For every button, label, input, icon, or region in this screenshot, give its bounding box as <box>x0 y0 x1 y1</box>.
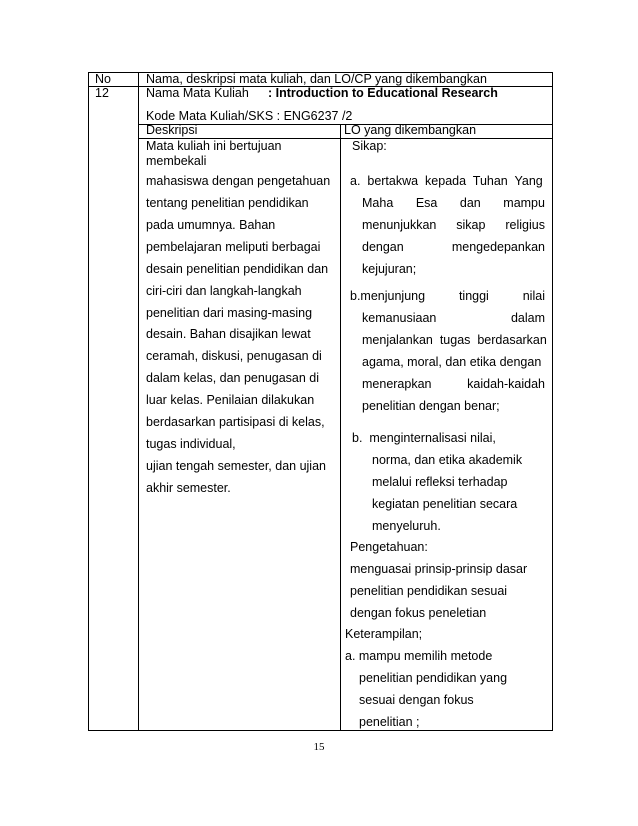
lo-line: penelitian ; <box>359 715 420 729</box>
lo-line: sesuai dengan fokus <box>359 693 474 707</box>
lo-line: agama, moral, dan etika dengan <box>362 355 542 369</box>
lo-word: tinggi <box>458 289 489 303</box>
table-border-bottom <box>88 730 553 731</box>
course-name-value: : Introduction to Educational Research <box>268 86 498 100</box>
lo-line-justified <box>362 240 545 255</box>
lo-line: menjalankan tugas berdasarkan <box>362 333 547 347</box>
sikap-heading: Sikap: <box>352 139 387 153</box>
lo-word: kaidah-kaidah <box>467 377 545 391</box>
lo-word: menunjukkan <box>362 218 437 232</box>
lo-line: norma, dan etika akademik <box>372 453 523 467</box>
deskripsi-line: ciri-ciri dan langkah-langkah <box>146 284 302 298</box>
keterampilan-heading: Keterampilan; <box>345 627 423 641</box>
lo-word: nilai <box>522 289 545 303</box>
deskripsi-line: desain penelitian pendidikan dan <box>146 262 329 276</box>
deskripsi-line: pada umumnya. Bahan <box>146 218 276 232</box>
lo-line: a. bertakwa kepada Tuhan Yang <box>350 174 543 188</box>
table-border-col1 <box>138 72 139 731</box>
deskripsi-line: tentang penelitian pendidikan <box>146 196 309 210</box>
deskripsi-line: pembelajaran meliputi berbagai <box>146 240 321 254</box>
lo-word: mengedepankan <box>451 240 545 254</box>
lo-line: b. menginternalisasi nilai, <box>352 431 496 445</box>
lo-line: penelitian dengan benar; <box>362 399 500 413</box>
lo-word: dengan <box>362 240 404 254</box>
lo-line: penelitian pendidikan yang <box>359 671 508 685</box>
deskripsi-line: luar kelas. Penilaian dilakukan <box>146 393 315 407</box>
lo-line: dengan fokus peneletian <box>350 606 487 620</box>
lo-line: a. mampu memilih metode <box>345 649 493 663</box>
lo-word: b.menjunjung <box>350 289 426 303</box>
lo-word: Maha <box>362 196 394 210</box>
deskripsi-line: akhir semester. <box>146 481 231 495</box>
deskripsi-line: membekali <box>146 154 207 168</box>
deskripsi-line: ujian tengah semester, dan ujian <box>146 459 326 473</box>
lo-line: melalui refleksi terhadap <box>372 475 508 489</box>
deskripsi-line: dalam kelas, dan penugasan di <box>146 371 320 385</box>
deskripsi-line: penelitian dari masing-masing <box>146 306 313 320</box>
lo-line-justified <box>362 377 545 392</box>
lo-line-justified <box>362 196 545 211</box>
deskripsi-line: tugas individual, <box>146 437 236 451</box>
page-number: 15 <box>313 741 325 753</box>
lo-line: menguasai prinsip-prinsip dasar <box>350 562 528 576</box>
lo-word: religius <box>505 218 545 232</box>
lo-word: menerapkan <box>362 377 432 391</box>
lo-line: kejujuran; <box>362 262 417 276</box>
lo-line: kegiatan penelitian secara <box>372 497 518 511</box>
lo-line: penelitian pendidikan sesuai <box>350 584 508 598</box>
deskripsi-line: desain. Bahan disajikan lewat <box>146 327 311 341</box>
deskripsi-line: mahasiswa dengan pengetahuan <box>146 174 331 188</box>
course-code: Kode Mata Kuliah/SKS : ENG6237 /2 <box>146 109 353 123</box>
deskripsi-line: Mata kuliah ini bertujuan <box>146 139 282 153</box>
course-name-label: Nama Mata Kuliah <box>146 86 249 100</box>
table-border-col2 <box>340 124 341 731</box>
lo-line: menyeluruh. <box>372 519 441 533</box>
lo-line-justified <box>350 289 545 304</box>
deskripsi-heading: Deskripsi <box>146 123 198 137</box>
pengetahuan-heading: Pengetahuan: <box>350 540 428 554</box>
header-title: Nama, deskripsi mata kuliah, dan LO/CP yang dikembangkan <box>146 72 487 86</box>
deskripsi-line: ceramah, diskusi, penugasan di <box>146 349 322 363</box>
row-number: 12 <box>95 86 109 100</box>
deskripsi-line: berdasarkan partisipasi di kelas, <box>146 415 325 429</box>
lo-word: mampu <box>503 196 545 210</box>
table-border-right <box>552 72 553 731</box>
table-border-left <box>88 72 89 731</box>
lo-word: sikap <box>456 218 486 232</box>
lo-word: dan <box>459 196 481 210</box>
lo-word: Esa <box>415 196 438 210</box>
lo-word: dalam <box>510 311 545 325</box>
lo-line-justified <box>362 311 545 326</box>
lo-word: kemanusiaan <box>362 311 437 325</box>
header-no: No <box>95 72 111 86</box>
lo-line-justified <box>362 218 545 233</box>
lo-heading: LO yang dikembangkan <box>344 123 477 137</box>
